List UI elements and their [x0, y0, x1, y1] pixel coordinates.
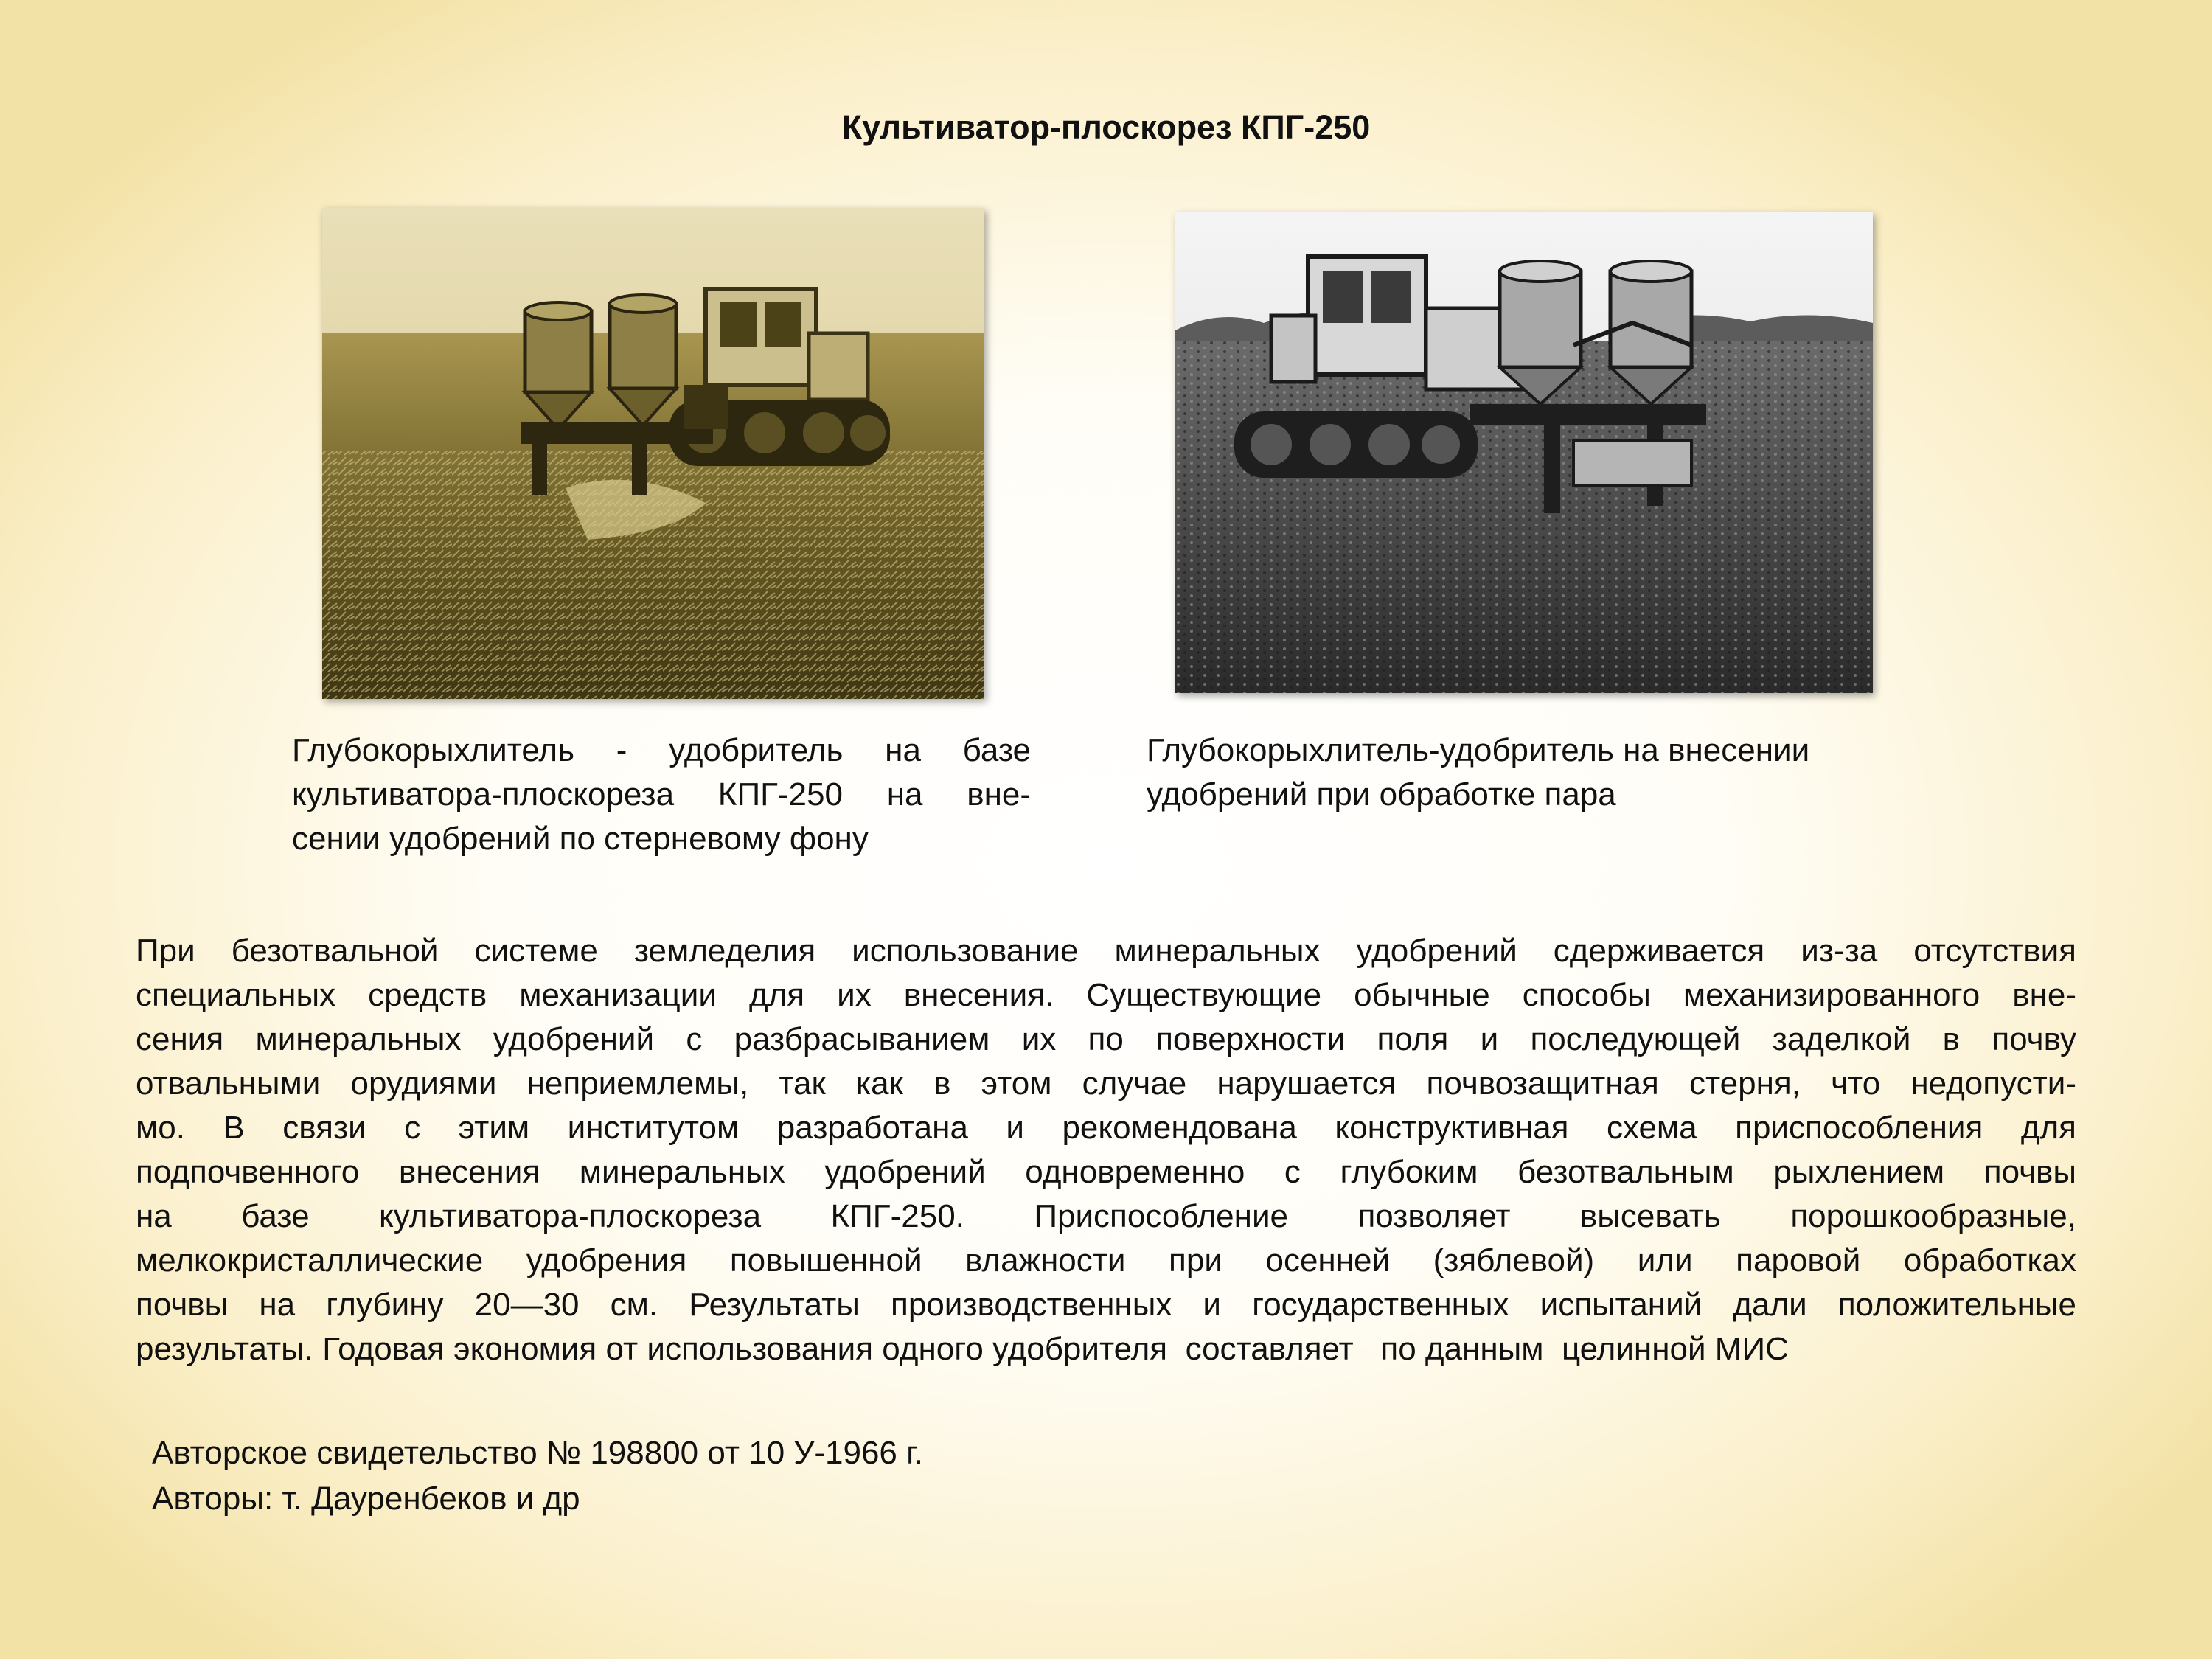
caption-line: Глубокорыхлитель - удобритель на базе	[292, 732, 1031, 768]
caption-line: культиватора-плоскореза КПГ-250 на вне-	[292, 776, 1031, 813]
caption-line: сении удобрений по стерневому фону	[292, 821, 869, 857]
caption-line: Глубокорыхлитель-удобритель на внесении	[1147, 732, 1810, 768]
caption-line: удобрений при обработке пара	[1147, 776, 1616, 813]
body-line: почвы на глубину 20—30 см. Результаты производственных и государственных испытаний дали положительные	[136, 1287, 2076, 1323]
left-photo-caption	[292, 728, 1031, 861]
tractor-stubble-photo	[322, 208, 984, 699]
body-line: на базе культиватора-плоскореза КПГ-250. Приспособление позволяет высевать порошкообразные,	[136, 1198, 2076, 1234]
body-line: При безотвальной системе земледелия использование минеральных удобрений сдерживается из-за отсутствия	[136, 933, 2076, 969]
body-line: результаты. Годовая экономия от использования одного удобрителя составляет по данным целинной МИС	[136, 1331, 1789, 1367]
body-paragraph	[136, 929, 2076, 1371]
body-line: мо. В связи с этим институтом разработана и рекомендована конструктивная схема приспособления для	[136, 1110, 2076, 1146]
body-line: мелкокристаллические удобрения повышенной влажности при осенней (зяблевой) или паровой обработках	[136, 1242, 2076, 1279]
certificate-number: Авторское свидетельство № 198800 от 10 У-1966 г.	[152, 1435, 924, 1471]
body-line: подпочвенного внесения минеральных удобрений одновременно с глубоким безотвальным рыхлением почвы	[136, 1154, 2076, 1190]
page-title: Культиватор-плоскорез КПГ-250	[841, 108, 1371, 146]
body-line: специальных средств механизации для их внесения. Существующие обычные способы механизированного вне-	[136, 977, 2076, 1013]
certificate-info	[152, 1430, 923, 1522]
tractor-fallow-photo	[1175, 212, 1873, 693]
authors: Авторы: т. Дауренбеков и др	[152, 1481, 580, 1517]
body-line: сения минеральных удобрений с разбрасыванием их по поверхности поля и последующей заделкой в почву	[136, 1021, 2076, 1057]
body-line: отвальными орудиями неприемлемы, так как в этом случае нарушается почвозащитная стерня, что недопусти-	[136, 1065, 2076, 1102]
right-photo-caption	[1147, 728, 1913, 817]
